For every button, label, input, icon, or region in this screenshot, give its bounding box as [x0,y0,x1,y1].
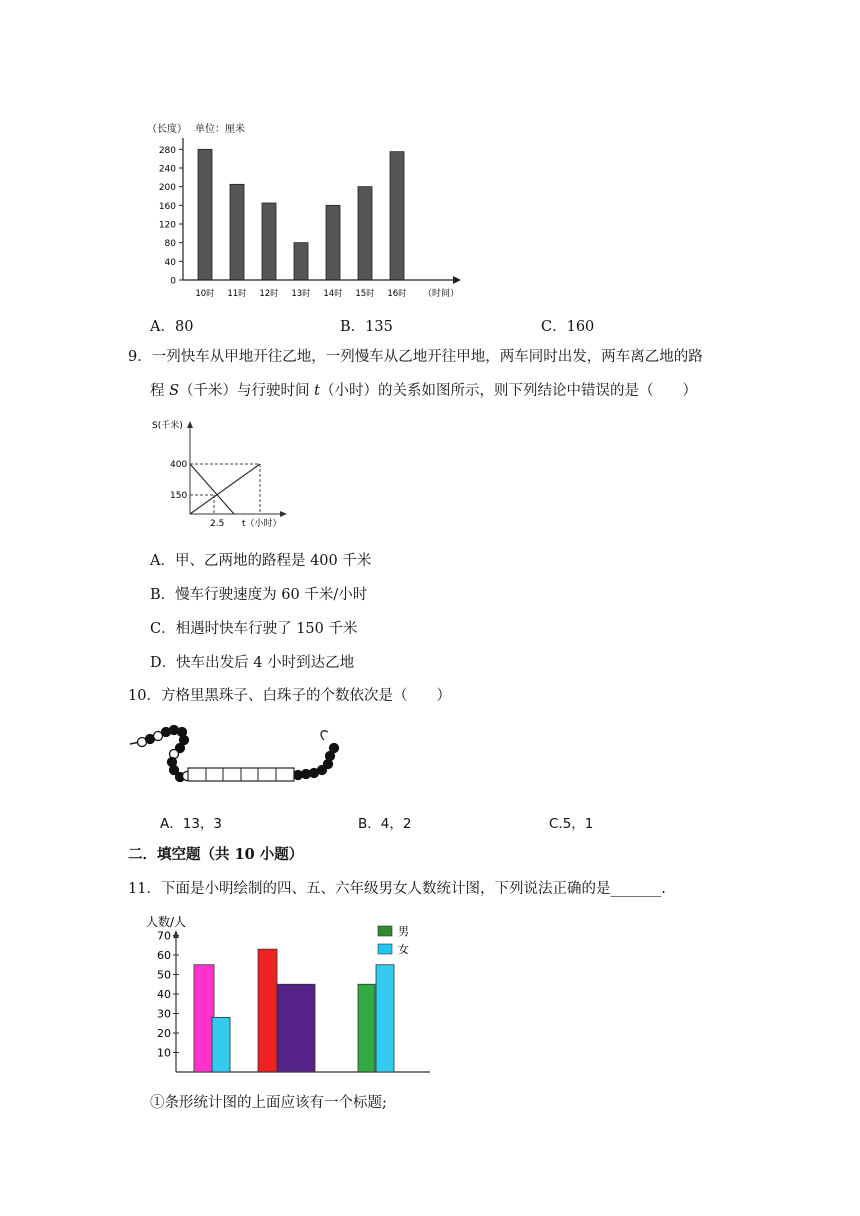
q10-option-b[interactable]: B．4，2 [358,816,412,832]
q9-option-a[interactable]: A．甲、乙两地的路程是 400 千米 [150,553,372,569]
distance-time-graph [148,416,294,540]
q9-stem-line1: 9．一列快车从甲地开往乙地，一列慢车从乙地开往甲地，两车同时出发，两车离乙地的路 [128,349,703,365]
q9-stem-line2: 程 S（千米）与行驶时间 t（小时）的关系如图所示，则下列结论中错误的是（ ） [150,383,697,399]
chart1-bar-14时 [326,205,340,280]
q11-y-arrow [173,930,179,938]
legend-female-swatch [378,944,392,954]
chart1-x-tick-label: 11时 [227,289,247,299]
q8-option-c[interactable]: C．160 [541,319,595,335]
q10-option-c[interactable]: C.5，1 [549,816,594,832]
q11-bars [194,949,394,1072]
q9-ytick-150: 150 [170,491,188,501]
q8-option-b[interactable]: B．135 [340,319,393,335]
q11-y-tick-label: 10 [157,1046,171,1060]
chart1-unit-label: 单位：厘米 [195,124,245,135]
chart1-y-tick-label: 120 [158,220,176,231]
q9-option-b[interactable]: B．慢车行驶速度为 60 千米/小时 [150,587,368,603]
chart1-x-tick-label: 15时 [355,289,375,299]
q9-graph-xlabel: t（小时） [242,519,282,529]
chart1-x-tick-label: 12时 [259,289,279,299]
q9-ytick-400: 400 [170,460,188,470]
gender-bar-chart [144,912,436,1078]
q11-bar-女-group-3 [376,965,394,1072]
q11-bar-女-group-2 [277,984,315,1072]
q11-statement-1: ①条形统计图的上面应该有一个标题; [150,1095,387,1111]
q9-line-fast-train [190,464,234,514]
chart1-x-ticks [195,288,407,299]
chart1-ylabel: （长度） [147,124,187,135]
section-heading-fill-in: 二．填空题（共 10 小题） [128,846,304,863]
chart1-bar-11时 [230,184,244,280]
q9-line-slow-train [190,464,260,514]
black-bead [330,744,339,753]
q9-option-c[interactable]: C．相遇时快车行驶了 150 千米 [150,621,358,637]
chart1-bar-13时 [294,243,308,280]
q11-y-tick-label: 50 [157,968,171,982]
q9-option-d[interactable]: D．快车出发后 4 小时到达乙地 [150,655,355,671]
chart1-x-tick-label: 10时 [195,289,215,299]
q11-y-tick-label: 70 [157,929,171,943]
chart1-y-tick-label: 80 [164,239,176,250]
chart1-y-tick-label: 40 [164,257,176,268]
bead-string-figure [128,720,354,790]
chart1-bar-10时 [198,149,212,280]
q11-stem: 11．下面是小明绘制的四、五、六年级男女人数统计图，下列说法正确的是_______. [128,881,666,897]
chart1-bars [198,149,404,280]
chart1-x-tick-label: 13时 [291,289,311,299]
chart1-y-tick-label: 0 [170,276,176,287]
q11-bar-男-group-2 [258,949,277,1072]
bead-box-cells [188,768,294,781]
q11-bar-男-group-3 [358,984,375,1072]
chart1-x-tick-label: 16时 [387,289,407,299]
q10-option-a[interactable]: A．13，3 [160,816,223,832]
q11-y-tick-label: 20 [157,1027,171,1040]
q11-bar-女-group-1 [212,1017,230,1072]
q11-bar-男-group-1 [194,965,214,1072]
bead-string-tail-right [321,731,328,740]
chart1-x-arrow [453,276,461,284]
chart1-xlabel: （时间） [423,289,460,299]
chart1-y-tick-label: 200 [158,183,176,194]
chart1-y-tick-label: 280 [158,145,176,156]
chart1-y-tick-label: 160 [158,201,176,212]
q8-option-a[interactable]: A．80 [150,319,194,335]
legend-male-label: 男 [398,925,409,938]
chart1-y-tick-label: 240 [158,164,176,175]
q10-stem: 10．方格里黑珠子、白珠子的个数依次是（ ） [128,688,451,704]
length-bar-chart [143,112,463,304]
q9-graph-ylabel: S(千米) [152,421,183,431]
q11-chart-ylabel: 人数/人 [146,915,187,929]
legend-male-swatch [378,926,392,936]
q11-y-tick-label: 40 [157,988,171,1001]
chart1-bar-16时 [390,152,404,280]
q9-x-arrow [280,511,287,517]
chart1-bar-15时 [358,187,372,280]
q9-xtick-2.5: 2.5 [210,519,225,529]
q9-y-arrow [187,421,193,428]
q11-y-tick-label: 60 [157,949,171,962]
chart1-bar-12时 [262,203,276,280]
legend-female-label: 女 [398,943,409,956]
chart1-y-ticks [159,146,183,287]
q11-y-tick-label: 30 [157,1007,171,1021]
chart1-x-tick-label: 14时 [323,289,343,299]
